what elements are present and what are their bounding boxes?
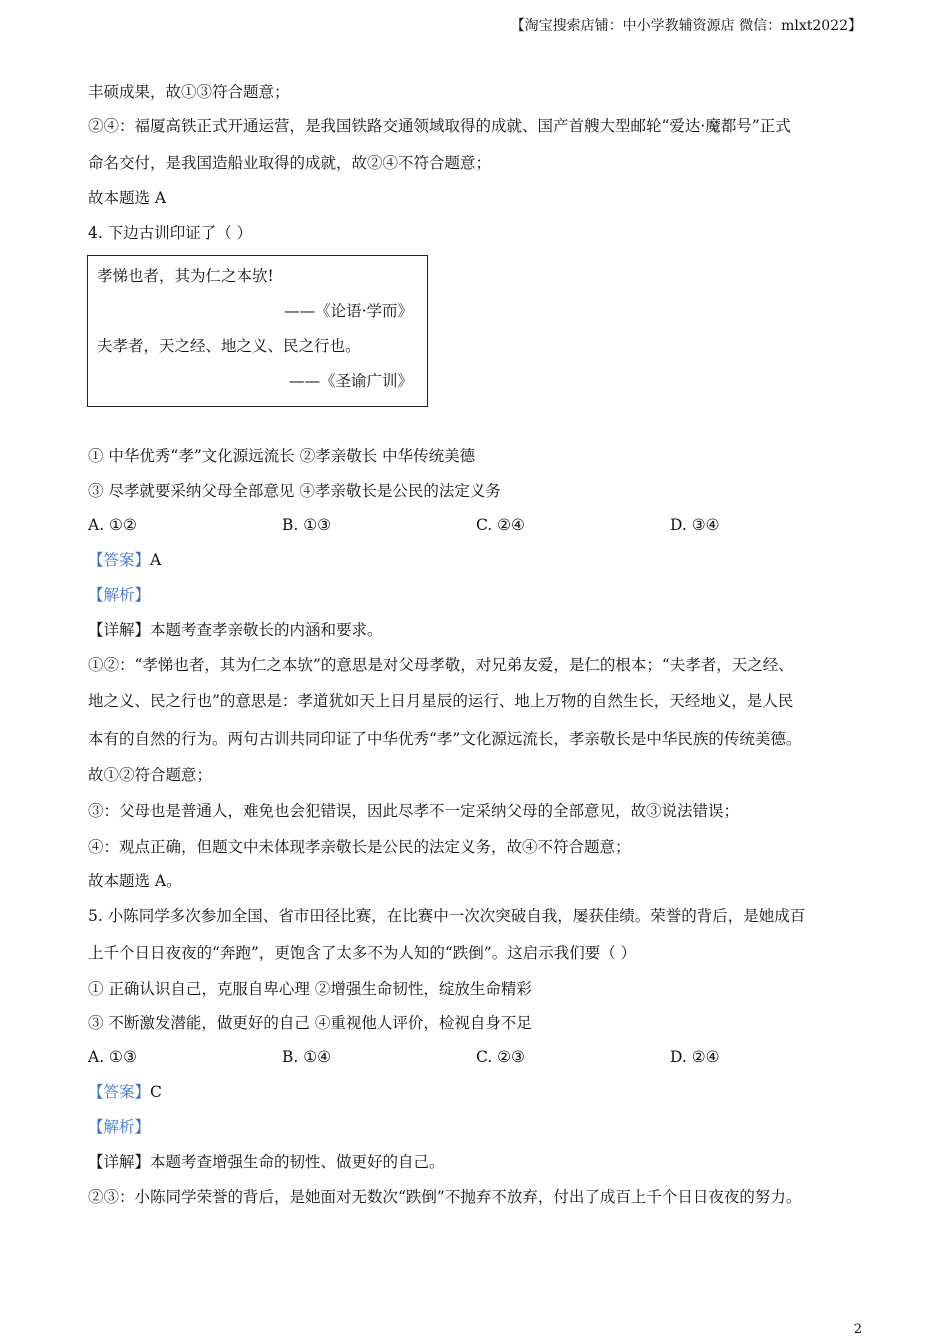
explanation-line: ④：观点正确，但题文中未体现孝亲敬长是公民的法定义务，故④不符合题意； <box>88 838 631 856</box>
detail-line <box>88 619 383 641</box>
option-d: D. ②④ <box>670 1048 720 1066</box>
statement-line: ③ 不断激发潜能，做更好的自己 ④重视他人评价，检视自身不足 <box>88 1014 532 1032</box>
detail-text: 本题考查增强生命的韧性、做更好的自己。 <box>150 1153 445 1171</box>
explanation-line: ①②：“孝悌也者，其为仁之本欤”的意思是对父母孝敬，对兄弟友爱，是仁的根本；“夫孝者，天之经、 <box>88 656 794 674</box>
question-5-stem: 5. 小陈同学多次参加全国、省市田径比赛，在比赛中一次次突破自我，屡获佳绩。荣誉的背后，是她成百 <box>88 907 806 925</box>
text-line: 故本题选 A <box>88 189 167 207</box>
analysis-label: 【解析】 <box>88 586 151 604</box>
option-a: A. ①② <box>88 516 137 534</box>
answer-value: A <box>150 551 162 569</box>
answer-label: 【答案】 <box>88 1083 151 1101</box>
explanation-line: 本有的自然的行为。两句古训共同印证了中华优秀“孝”文化源远流长，孝亲敬长是中华民族的传统美德。 <box>88 730 802 748</box>
option-d: D. ③④ <box>670 516 720 534</box>
option-a: A. ①③ <box>88 1048 137 1066</box>
explanation-line: ③：父母也是普通人，难免也会犯错误，因此尽孝不一定采纳父母的全部意见，故③说法错误； <box>88 802 740 820</box>
statement-line: ① 正确认识自己，克服自卑心理 ②增强生命韧性，绽放生命精彩 <box>88 980 532 998</box>
explanation-line: 故本题选 A。 <box>88 872 182 890</box>
quote-2: 夫孝者，天之经、地之义、民之行也。 <box>97 337 361 355</box>
statement-line: ③ 尽孝就要采纳父母全部意见 ④孝亲敬长是公民的法定义务 <box>88 482 501 500</box>
detail-line <box>88 1151 445 1173</box>
page-header: 【淘宝搜索店铺：中小学教辅资源店 微信：mlxt2022】 <box>510 18 862 34</box>
option-c: C. ②④ <box>476 516 525 534</box>
text-line: 丰硕成果，故①③符合题意； <box>88 83 290 101</box>
detail-label: 【详解】 <box>88 621 151 639</box>
explanation-line: ②③：小陈同学荣誉的背后，是她面对无数次“跌倒”不抛弃不放弃，付出了成百上千个日日夜夜的努力。 <box>88 1188 802 1206</box>
explanation-line: 故①②符合题意； <box>88 766 213 784</box>
detail-label: 【详解】 <box>88 1153 151 1171</box>
answer-line <box>88 1081 162 1103</box>
question-5-stem: 上千个日日夜夜的“奔跑”，更饱含了太多不为人知的“跌倒”。这启示我们要（ ） <box>88 944 637 962</box>
detail-text: 本题考查孝亲敬长的内涵和要求。 <box>150 621 383 639</box>
text-line: ②④：福厦高铁正式开通运营，是我国铁路交通领域取得的成就、国产首艘大型邮轮“爱达·魔都号”正式 <box>88 117 791 135</box>
question-4-stem: 4. 下边古训印证了（ ） <box>88 224 253 242</box>
analysis-label: 【解析】 <box>88 1118 151 1136</box>
quote-1: 孝悌也者，其为仁之本欤! <box>97 267 274 285</box>
answer-label: 【答案】 <box>88 551 151 569</box>
quote-box <box>87 255 428 407</box>
answer-line <box>88 549 161 571</box>
quote-1-source: ——《论语·学而》 <box>284 302 413 320</box>
page-number: 2 <box>853 1322 862 1337</box>
statement-line: ① 中华优秀“孝”文化源远流长 ②孝亲敬长 中华传统美德 <box>88 447 476 465</box>
answer-value: C <box>150 1083 162 1101</box>
option-c: C. ②③ <box>476 1048 525 1066</box>
option-b: B. ①③ <box>282 516 332 534</box>
quote-2-source: ——《圣谕广训》 <box>288 372 413 390</box>
explanation-line: 地之义、民之行也”的意思是：孝道犹如天上日月星辰的运行、地上万物的自然生长，天经地义，是人民 <box>88 692 794 710</box>
text-line: 命名交付，是我国造船业取得的成就，故②④不符合题意； <box>88 154 492 172</box>
option-b: B. ①④ <box>282 1048 332 1066</box>
